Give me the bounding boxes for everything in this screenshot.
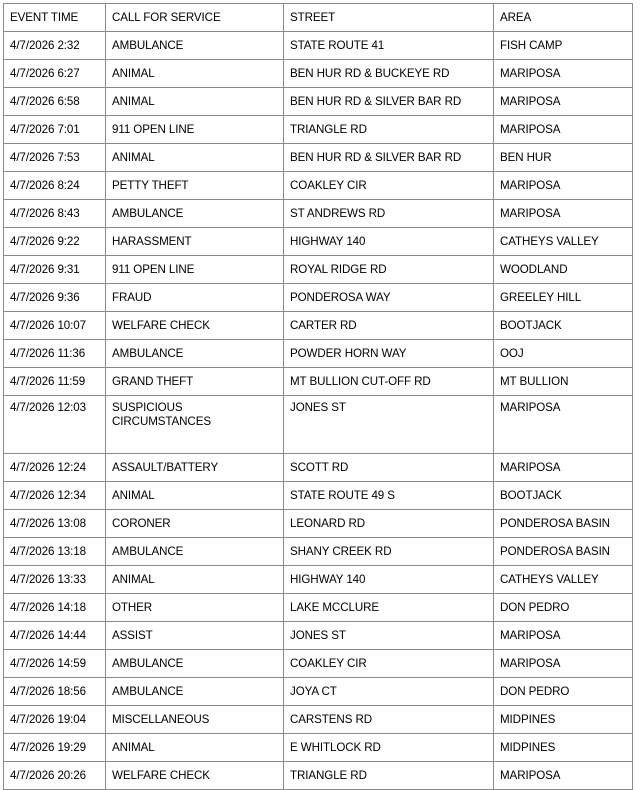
cell-street: LEONARD RD [284, 510, 494, 538]
cell-event-time: 4/7/2026 10:07 [4, 312, 106, 340]
cell-event-time: 4/7/2026 2:32 [4, 32, 106, 60]
cell-area: MT BULLION [494, 368, 633, 396]
calls-for-service-table [3, 3, 633, 790]
cell-event-time: 4/7/2026 12:03 [4, 396, 106, 454]
cell-event-time: 4/7/2026 8:24 [4, 172, 106, 200]
cell-area: MARIPOSA [494, 454, 633, 482]
cell-event-time: 4/7/2026 19:29 [4, 734, 106, 762]
cell-street: POWDER HORN WAY [284, 340, 494, 368]
cell-street: TRIANGLE RD [284, 116, 494, 144]
table-row [4, 566, 633, 594]
cell-area: OOJ [494, 340, 633, 368]
table-body [4, 32, 633, 790]
table-row [4, 228, 633, 256]
cell-street: TRIANGLE RD [284, 762, 494, 790]
cell-event-time: 4/7/2026 7:53 [4, 144, 106, 172]
cell-event-time: 4/7/2026 20:26 [4, 762, 106, 790]
table-row [4, 368, 633, 396]
cell-street: MT BULLION CUT-OFF RD [284, 368, 494, 396]
table-row [4, 482, 633, 510]
column-header-call-for-service: CALL FOR SERVICE [106, 4, 284, 32]
cell-event-time: 4/7/2026 6:58 [4, 88, 106, 116]
cell-event-time: 4/7/2026 7:01 [4, 116, 106, 144]
cell-event-time: 4/7/2026 14:59 [4, 650, 106, 678]
cell-area: DON PEDRO [494, 594, 633, 622]
table-row [4, 284, 633, 312]
cell-street: JONES ST [284, 396, 494, 454]
table-row [4, 594, 633, 622]
table-row [4, 60, 633, 88]
cell-street: ROYAL RIDGE RD [284, 256, 494, 284]
cell-event-time: 4/7/2026 9:31 [4, 256, 106, 284]
table-row [4, 340, 633, 368]
cell-call-for-service: PETTY THEFT [106, 172, 284, 200]
cell-call-for-service: AMBULANCE [106, 678, 284, 706]
cell-street: JONES ST [284, 622, 494, 650]
cell-event-time: 4/7/2026 12:34 [4, 482, 106, 510]
cell-call-for-service: ANIMAL [106, 144, 284, 172]
cell-event-time: 4/7/2026 12:24 [4, 454, 106, 482]
cell-street: CARSTENS RD [284, 706, 494, 734]
cell-area: BOOTJACK [494, 482, 633, 510]
cell-area: CATHEYS VALLEY [494, 228, 633, 256]
table-row [4, 454, 633, 482]
cell-call-for-service: ASSAULT/BATTERY [106, 454, 284, 482]
cell-call-for-service: 911 OPEN LINE [106, 256, 284, 284]
cell-street: STATE ROUTE 49 S [284, 482, 494, 510]
cell-call-for-service: ANIMAL [106, 734, 284, 762]
cell-area: MARIPOSA [494, 762, 633, 790]
cell-street: HIGHWAY 140 [284, 228, 494, 256]
cell-street: SCOTT RD [284, 454, 494, 482]
cell-area: FISH CAMP [494, 32, 633, 60]
cell-call-for-service: ANIMAL [106, 566, 284, 594]
cell-area: MIDPINES [494, 706, 633, 734]
column-header-event-time: EVENT TIME [4, 4, 106, 32]
cell-event-time: 4/7/2026 6:27 [4, 60, 106, 88]
cell-area: MARIPOSA [494, 622, 633, 650]
table-row [4, 734, 633, 762]
cell-call-for-service: AMBULANCE [106, 340, 284, 368]
cell-area: CATHEYS VALLEY [494, 566, 633, 594]
cell-street: PONDEROSA WAY [284, 284, 494, 312]
cell-street: JOYA CT [284, 678, 494, 706]
cell-call-for-service: AMBULANCE [106, 200, 284, 228]
table-header [4, 4, 633, 32]
table-row [4, 200, 633, 228]
cell-call-for-service: ANIMAL [106, 60, 284, 88]
cell-street: SHANY CREEK RD [284, 538, 494, 566]
cell-area: MARIPOSA [494, 172, 633, 200]
cell-area: MARIPOSA [494, 60, 633, 88]
table-row [4, 706, 633, 734]
cell-call-for-service: ASSIST [106, 622, 284, 650]
table-row [4, 622, 633, 650]
table-row [4, 116, 633, 144]
cell-street: STATE ROUTE 41 [284, 32, 494, 60]
cell-call-for-service: ANIMAL [106, 88, 284, 116]
cell-area: PONDEROSA BASIN [494, 538, 633, 566]
table-row [4, 88, 633, 116]
cell-call-for-service: 911 OPEN LINE [106, 116, 284, 144]
cell-event-time: 4/7/2026 14:44 [4, 622, 106, 650]
table-row [4, 256, 633, 284]
cell-area: BEN HUR [494, 144, 633, 172]
cell-call-for-service: ANIMAL [106, 482, 284, 510]
table-header-row [4, 4, 633, 32]
cell-line: CIRCUMSTANCES [112, 414, 211, 428]
cell-call-for-service: OTHER [106, 594, 284, 622]
cell-street: BEN HUR RD & SILVER BAR RD [284, 144, 494, 172]
cell-area: MARIPOSA [494, 200, 633, 228]
cell-event-time: 4/7/2026 18:56 [4, 678, 106, 706]
cell-area: MARIPOSA [494, 116, 633, 144]
cell-area: WOODLAND [494, 256, 633, 284]
cell-area: MARIPOSA [494, 88, 633, 116]
cell-street: CARTER RD [284, 312, 494, 340]
table-row [4, 32, 633, 60]
cell-street: E WHITLOCK RD [284, 734, 494, 762]
cell-call-for-service: GRAND THEFT [106, 368, 284, 396]
table-row [4, 312, 633, 340]
cell-event-time: 4/7/2026 9:22 [4, 228, 106, 256]
table-row [4, 538, 633, 566]
table-row [4, 510, 633, 538]
column-header-area: AREA [494, 4, 633, 32]
cell-call-for-service: AMBULANCE [106, 650, 284, 678]
cell-event-time: 4/7/2026 8:43 [4, 200, 106, 228]
cell-event-time: 4/7/2026 19:04 [4, 706, 106, 734]
cell-event-time: 4/7/2026 11:59 [4, 368, 106, 396]
cell-area: PONDEROSA BASIN [494, 510, 633, 538]
cell-call-for-service: AMBULANCE [106, 32, 284, 60]
cell-area: BOOTJACK [494, 312, 633, 340]
cell-area: DON PEDRO [494, 678, 633, 706]
cell-call-for-service: CORONER [106, 510, 284, 538]
cell-area: MARIPOSA [494, 396, 633, 454]
cell-call-for-service: HARASSMENT [106, 228, 284, 256]
cell-street: ST ANDREWS RD [284, 200, 494, 228]
table-row [4, 762, 633, 790]
cell-call-for-service: FRAUD [106, 284, 284, 312]
cell-area: MIDPINES [494, 734, 633, 762]
cell-area: MARIPOSA [494, 650, 633, 678]
cell-street: LAKE MCCLURE [284, 594, 494, 622]
cell-event-time: 4/7/2026 14:18 [4, 594, 106, 622]
cell-event-time: 4/7/2026 13:18 [4, 538, 106, 566]
cell-call-for-service [106, 396, 284, 454]
table-row [4, 144, 633, 172]
cell-street: BEN HUR RD & SILVER BAR RD [284, 88, 494, 116]
cell-street: HIGHWAY 140 [284, 566, 494, 594]
cell-call-for-service: AMBULANCE [106, 538, 284, 566]
cell-call-for-service: WELFARE CHECK [106, 312, 284, 340]
table-row [4, 650, 633, 678]
table-row [4, 396, 633, 454]
cell-event-time: 4/7/2026 11:36 [4, 340, 106, 368]
cell-area: GREELEY HILL [494, 284, 633, 312]
cell-event-time: 4/7/2026 9:36 [4, 284, 106, 312]
cell-event-time: 4/7/2026 13:33 [4, 566, 106, 594]
cell-call-for-service: MISCELLANEOUS [106, 706, 284, 734]
cell-line: SUSPICIOUS [112, 401, 183, 414]
cell-street: COAKLEY CIR [284, 172, 494, 200]
column-header-street: STREET [284, 4, 494, 32]
cell-street: BEN HUR RD & BUCKEYE RD [284, 60, 494, 88]
cell-street: COAKLEY CIR [284, 650, 494, 678]
table-row [4, 678, 633, 706]
table-row [4, 172, 633, 200]
cell-event-time: 4/7/2026 13:08 [4, 510, 106, 538]
cell-call-for-service: WELFARE CHECK [106, 762, 284, 790]
